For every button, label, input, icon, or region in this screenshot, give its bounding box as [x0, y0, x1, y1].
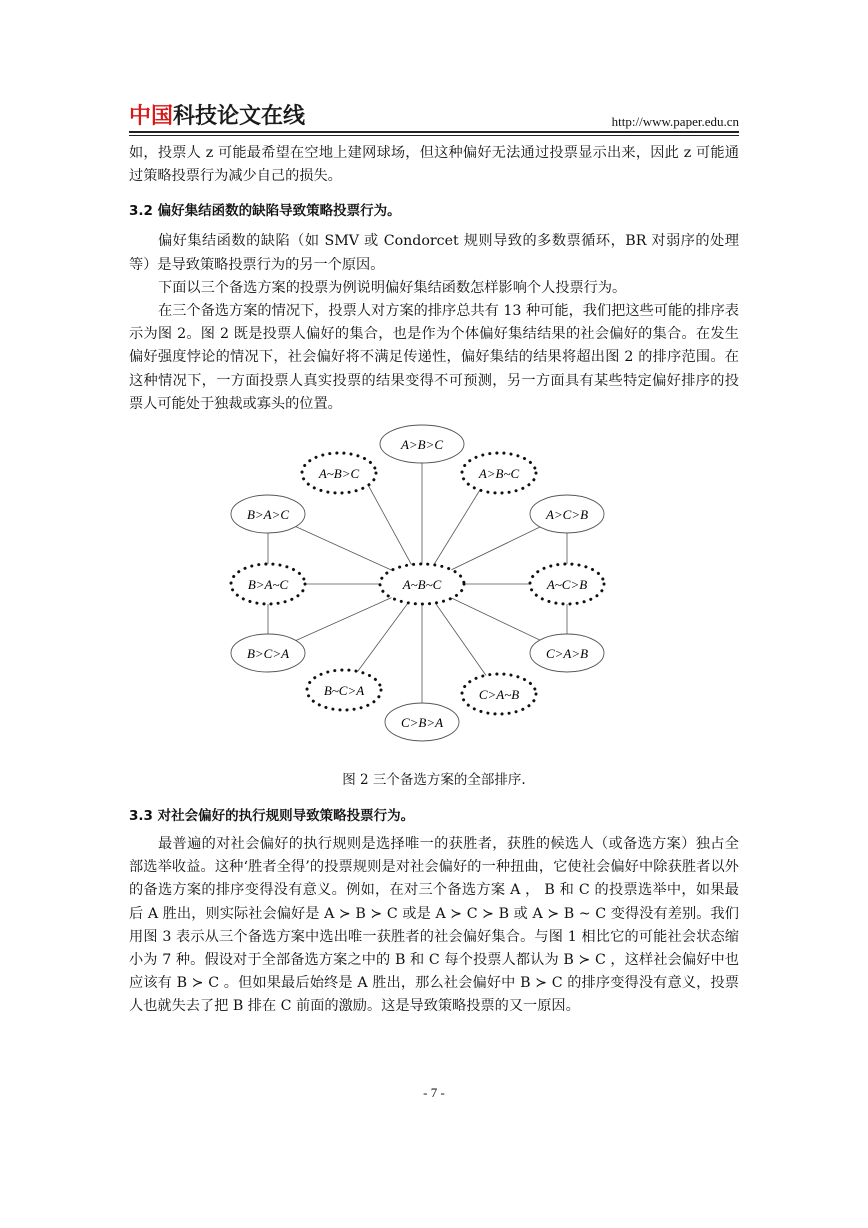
node-label-abc: A>B>C — [400, 437, 444, 453]
node-label-a_cb: A~C>B — [546, 577, 588, 593]
paragraph-3-3: 最普遍的对社会偏好的执行规则是选择唯一的获胜者，获胜的候选人（或备选方案）独占全部选举收益。这种‘胜者全得’的投票规则是对社会偏好的一种扭曲，它使社会偏好中除获胜者以外的备选方案的排序变得没有意义。例如，在对三个备选方案 A ， B 和 C 的投票选举中，如果最后 A 胜出，则实际社会偏好是 A ≻ B ≻ C 或是 A ≻ C ≻ B 或 A ≻ B ~ C 变得没有差别。我们用图 3 表示从三个备选方案中选出唯一获胜者的社会偏好集合。与图 1 相比它的可能社会状态缩小为 7 种。假设对于全部备选方案之中的 B 和 C 每个投票人都认为 B ≻ C ，这样社会偏好中也应该有 B ≻ C 。但如果最后始终是 A 胜出，那么社会偏好中 B ≻ C 的排序变得没有意义，投票人也就失去了把 B 排在 C 前面的激励。这是导致策略投票的又一原因。 — [129, 836, 739, 1015]
node-label-bca: B>C>A — [246, 646, 290, 662]
header-url: http://www.paper.edu.cn — [611, 114, 739, 129]
node-label-bac: B>A>C — [246, 507, 290, 523]
node-label-cba: C>B>A — [400, 715, 444, 731]
journal-logo — [129, 104, 305, 130]
node-label-acb: A>C>B — [545, 507, 589, 523]
figure-2-diagram — [129, 422, 739, 767]
paragraph-3-2-b: 下面以三个备选方案的投票为例说明偏好集结函数怎样影响个人投票行为。 — [158, 279, 627, 296]
page-number: - 7 - — [423, 1085, 445, 1100]
header-rule-thick — [129, 131, 739, 133]
section-3-2-heading: 3.2 偏好集结函数的缺陷导致策略投票行为。 — [129, 203, 401, 220]
node-label-cab: C>A>B — [545, 646, 589, 662]
node-label-b_ca: B~C>A — [323, 683, 365, 699]
node-label-ab_c: A~B>C — [318, 466, 360, 482]
figure-caption: 图 2 三个备选方案的全部排序. — [342, 772, 526, 789]
header-rule-thin — [129, 135, 739, 136]
preference-graph — [129, 422, 739, 767]
node-label-abrc: A>B~C — [478, 466, 520, 482]
logo-part-red: 中国 — [129, 104, 174, 129]
page-content — [129, 142, 739, 1019]
paragraph-3-2-c: 在三个备选方案的情况下，投票人对方案的排序总共有 13 种可能，我们把这些可能的排序表示为图 2。图 2 既是投票人偏好的集合，也是作为个体偏好集结结果的社会偏好的集合。在发生偏好强度悖论的情况下，社会偏好将不满足传递性，偏好集结的结果将超出图 2 的排序范围。在这种情况下，一方面投票人真实投票的结果变得不可预测，另一方面具有某些特定偏好排序的投票人可能处于独裁或寡头的位置。 — [129, 303, 739, 412]
node-label-center: A~B~C — [402, 577, 442, 593]
logo-part-dark: 科技论文在线 — [173, 104, 306, 129]
page-header — [129, 104, 739, 130]
section-3-3-heading: 3.3 对社会偏好的执行规则导致策略投票行为。 — [129, 808, 415, 825]
node-label-ba_c: B>A~C — [247, 577, 289, 593]
node-label-ca_b: C>A~B — [478, 687, 520, 703]
paragraph-3-2-a: 偏好集结函数的缺陷（如 SMV 或 Condorcet 规则导致的多数票循环，BR 对弱序的处理等）是导致策略投票行为的另一个原因。 — [129, 233, 739, 273]
graph-nodes — [231, 425, 604, 741]
paragraph-continued: 如，投票人 z 可能最希望在空地上建网球场，但这种偏好无法通过投票显示出来，因此 z 可能通过策略投票行为减少自己的损失。 — [129, 145, 739, 185]
